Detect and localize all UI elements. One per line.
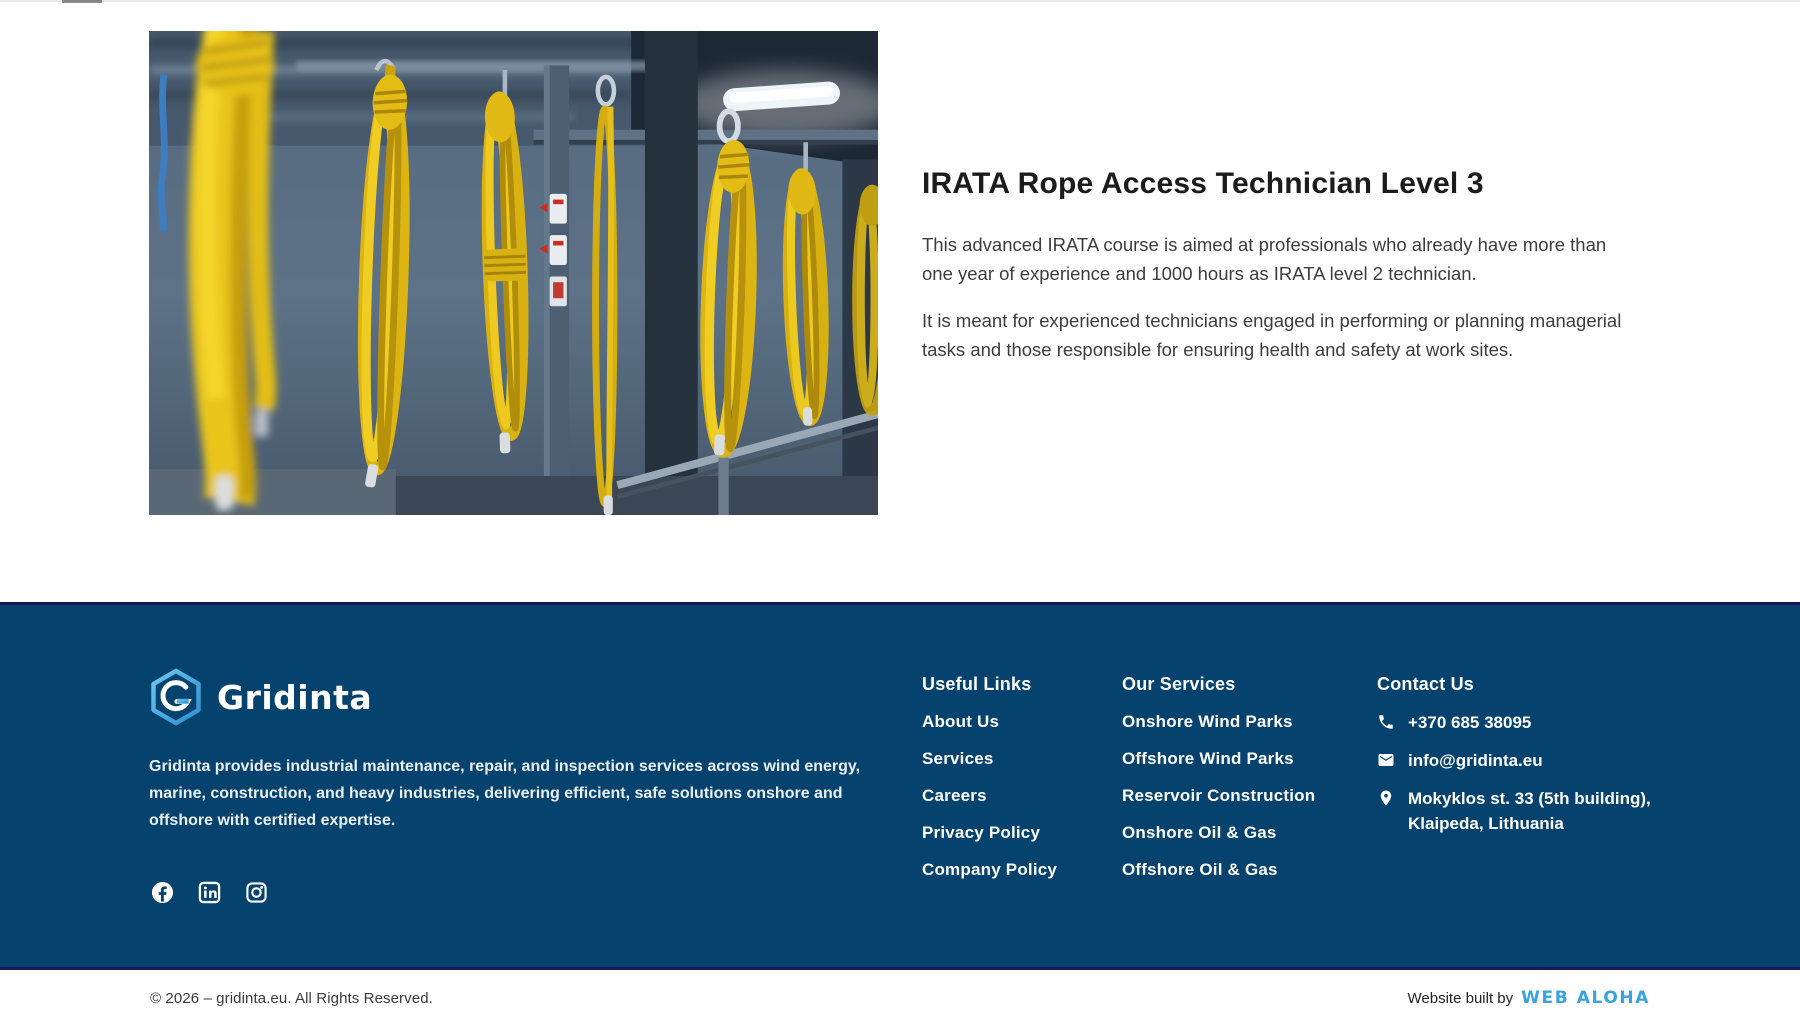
contact-email-row <box>1377 748 1651 773</box>
course-text-block <box>922 165 1634 364</box>
top-edge-mark <box>62 0 102 3</box>
bottom-bar <box>0 972 1800 1024</box>
hero-image <box>149 31 878 515</box>
built-by-text <box>1408 988 1650 1008</box>
logo-text: Gridinta <box>217 677 373 717</box>
instagram-icon <box>245 881 268 904</box>
address-text[interactable] <box>1408 786 1651 836</box>
linkedin-icon <box>198 881 221 904</box>
rope-image <box>149 31 878 515</box>
footer-link-offshore-oil-gas[interactable]: Offshore Oil & Gas <box>1122 860 1278 879</box>
footer-column-our-services <box>1122 673 1315 882</box>
email-link[interactable]: info@gridinta.eu <box>1408 751 1543 770</box>
phone-link[interactable]: +370 685 38095 <box>1408 713 1532 732</box>
contact-address-row <box>1377 786 1651 836</box>
course-paragraph-2: It is meant for experienced technicians engaged in performing or planning managerial tasks and those responsible for ensuring health and safety at work sites. <box>922 310 1622 360</box>
envelope-icon <box>1377 751 1395 769</box>
footer-link-company-policy[interactable]: Company Policy <box>922 860 1058 879</box>
logo-hexagon-icon <box>149 668 203 726</box>
column-title-contact-us: Contact Us <box>1377 674 1475 694</box>
web-aloha-link[interactable]: WEB ALOHA <box>1521 988 1650 1008</box>
contact-phone-row <box>1377 710 1651 735</box>
facebook-icon <box>151 881 174 904</box>
footer-link-about-us[interactable]: About Us <box>922 712 1000 731</box>
phone-icon <box>1377 713 1395 731</box>
top-border <box>0 0 1800 2</box>
address-line-2: Klaipeda, Lithuania <box>1408 814 1564 833</box>
page-title: IRATA Rope Access Technician Level 3 <box>922 167 1484 200</box>
footer-link-reservoir-construction[interactable]: Reservoir Construction <box>1122 786 1316 805</box>
column-title-our-services: Our Services <box>1122 674 1236 694</box>
footer-link-privacy-policy[interactable]: Privacy Policy <box>922 823 1041 842</box>
footer-link-services[interactable]: Services <box>922 749 994 768</box>
footer-description: Gridinta provides industrial maintenance, repair, and inspection services across wind energy, marine, construction, and heavy industries, delivering efficient, safe solutions onshore and offshore with certified expertise. <box>149 758 861 829</box>
copyright-text: © 2026 – gridinta.eu. All Rights Reserved. <box>150 989 433 1007</box>
social-links <box>151 881 268 904</box>
facebook-link[interactable] <box>151 881 174 904</box>
location-pin-icon <box>1377 789 1395 807</box>
footer-link-careers[interactable]: Careers <box>922 786 987 805</box>
gridinta-logo[interactable] <box>149 668 372 726</box>
column-title-useful-links: Useful Links <box>922 674 1032 694</box>
footer-column-contact-us <box>1377 673 1651 836</box>
instagram-link[interactable] <box>245 881 268 904</box>
address-line-1: Mokyklos st. 33 (5th building), <box>1408 789 1651 808</box>
linkedin-link[interactable] <box>198 881 221 904</box>
footer-link-onshore-wind-parks[interactable]: Onshore Wind Parks <box>1122 712 1293 731</box>
footer-link-onshore-oil-gas[interactable]: Onshore Oil & Gas <box>1122 823 1277 842</box>
footer <box>0 602 1800 970</box>
built-by-prefix: Website built by <box>1407 989 1514 1007</box>
course-paragraph-1: This advanced IRATA course is aimed at professionals who already have more than one year of experience and 1000 hours as IRATA level 2 technician. <box>922 234 1607 284</box>
footer-column-useful-links <box>922 673 1057 882</box>
footer-link-offshore-wind-parks[interactable]: Offshore Wind Parks <box>1122 749 1294 768</box>
